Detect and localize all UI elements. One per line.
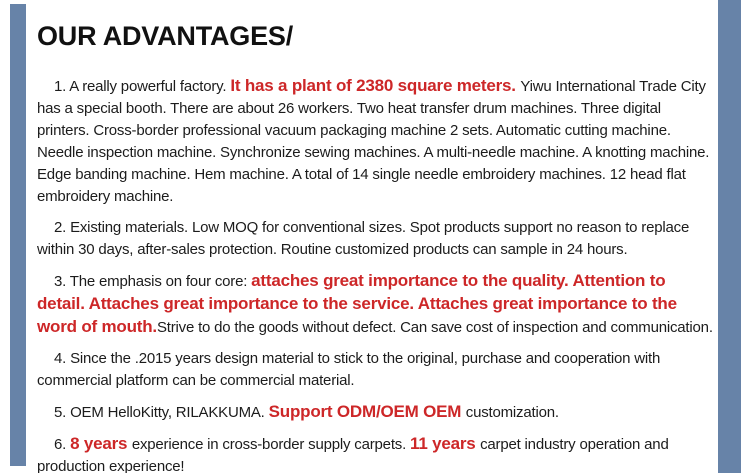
highlight-segment: 11 years <box>410 434 481 453</box>
right-accent-bar <box>718 0 741 473</box>
left-accent-bar <box>10 4 26 466</box>
text-segment: Strive to do the goods without defect. Can save cost of inspection and communication. <box>156 319 713 336</box>
highlight-segment: attaches great importance to the quality. Attention to detail. Attaches great importance to the service. Attaches great importance to the word of mouth. <box>37 271 677 336</box>
text-segment: 5. OEM HelloKitty, RILAKKUMA. <box>54 404 269 421</box>
text-segment: 1. A really powerful factory. <box>54 78 231 95</box>
paragraph-4 <box>37 348 713 392</box>
text-segment: experience in cross-border supply carpets. <box>131 436 411 453</box>
document-content <box>37 20 713 473</box>
text-segment: 6. <box>54 436 71 453</box>
page-title: OUR ADVANTAGES/ <box>37 21 294 51</box>
paragraph-1 <box>37 75 713 208</box>
highlight-segment: 8 years <box>70 434 132 453</box>
highlight-segment: It has a plant of 2380 square meters. <box>230 76 521 95</box>
text-segment: Yiwu International Trade City has a special booth. There are about 26 workers. Two heat transfer drum machines. Three digital printers. Cross-border professional vacuum packaging machine 2 sets. Automatic cutting machine. Needle inspection machine. Synchronize sewing machines. A multi-needle machine. A knotting machine. Edge banding machine. Hem machine. A total of 14 single needle embroidery machines. 12 head flat embroidery machine. <box>37 78 710 205</box>
text-segment: 3. The emphasis on four core: <box>54 273 252 290</box>
text-segment: customization. <box>465 404 559 421</box>
text-segment: 2. Existing materials. Low MOQ for conventional sizes. Spot products support no reason to replace within 30 days, after-sales protection. Routine customized products can sample in 24 hours. <box>37 219 690 258</box>
text-segment: 4. Since the .2015 years design material to stick to the original, purchase and cooperation with commercial platform can be commercial material. <box>37 350 661 389</box>
paragraph-3 <box>37 270 713 339</box>
highlight-segment: Support ODM/OEM OEM <box>268 402 466 421</box>
text-segment: carpet industry operation and production experience! <box>37 436 669 473</box>
paragraph-5 <box>37 401 713 424</box>
paragraph-2 <box>37 217 713 261</box>
paragraph-6 <box>37 433 713 473</box>
